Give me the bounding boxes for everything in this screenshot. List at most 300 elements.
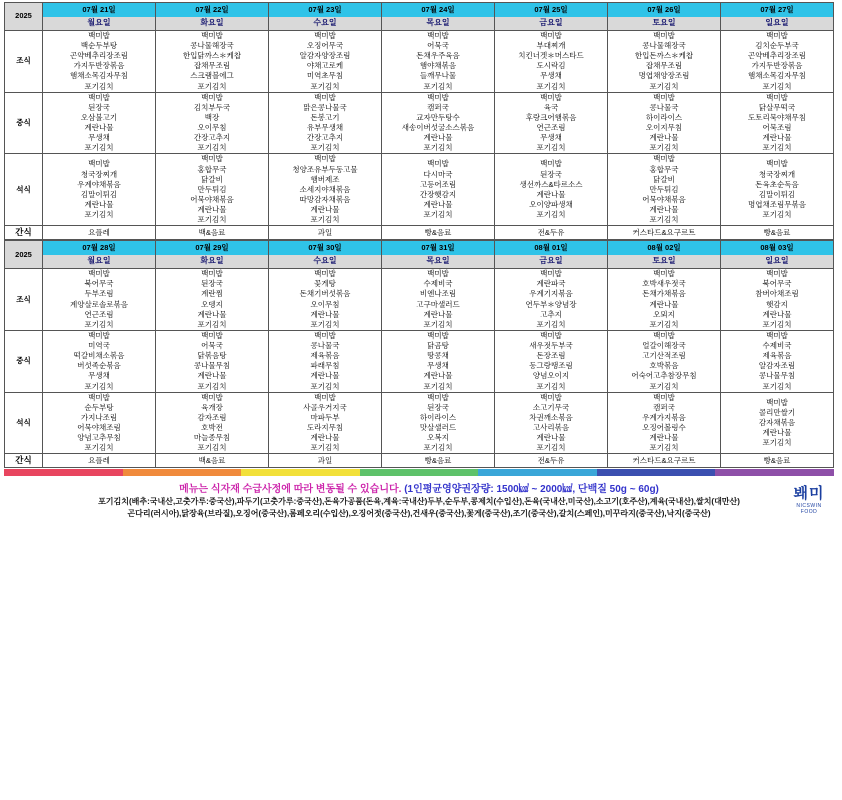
origin-line-1: 포기김치(배추:국내산,고춧가루:중국산),파두기(고춧가루:중국산),돈육가공품(돈육,계육:국내산)두부,순두부,콩제치(수입산),돈육(국내산,미국산),소고기(호주산),계육(국내산),쌀치(대만산) (98, 497, 740, 507)
menu-cell-b0 (43, 30, 156, 92)
menu-item: 만두튀김 (649, 184, 679, 194)
menu-item: 연두부＊양념장 (525, 299, 577, 309)
menu-cell-l6 (721, 92, 834, 154)
day2-dow-5: 토요일 (608, 255, 720, 268)
menu-item: 백미밥 (540, 159, 562, 169)
menu-item: 도토리묵야채무침 (748, 112, 806, 122)
company-logo (788, 482, 830, 515)
menu-item: 포기김치 (84, 210, 114, 220)
menu-change-notice (4, 478, 834, 496)
menu-item: 간장고추지 (306, 133, 344, 143)
menu-item: 가지나조림 (80, 412, 118, 422)
menu-item: 오이무침 (310, 299, 340, 309)
weekly-menu-table-week1 (4, 2, 834, 240)
menu-item: 포기김치 (762, 319, 792, 329)
menu-item: 오뫼지 (653, 309, 675, 319)
menu-item: 육개장 (201, 402, 223, 412)
menu-item: 백미밥 (201, 269, 223, 279)
menu-cell-d2 (269, 154, 382, 226)
menu-item: 한입닭까스＊케찹 (182, 51, 242, 61)
menu-item: 명엽채조림무볶음 (748, 199, 806, 209)
menu-cell-l2-5 (608, 330, 721, 392)
menu-item: 백미밥 (88, 30, 110, 40)
menu-item: 명엽채양장조림 (638, 71, 690, 81)
menu-item: 계란나물 (310, 433, 340, 443)
menu-item: 포기김치 (84, 381, 114, 391)
menu-item: 닭볶음탕 (197, 351, 227, 361)
menu-cell-l2-2 (269, 330, 382, 392)
meal-label-dinner-2: 석식 (5, 392, 43, 454)
menu-item: 미역국 (88, 341, 110, 351)
menu-item: 포기김치 (197, 143, 227, 153)
day2-header-6 (721, 241, 834, 269)
week1-snack-row (5, 226, 834, 240)
menu-cell-b1 (156, 30, 269, 92)
menu-item: 백미밥 (766, 269, 788, 279)
menu-item: 잡채무조림 (193, 61, 231, 71)
menu-item: 포기김치 (762, 381, 792, 391)
menu-cell-l5 (608, 92, 721, 154)
menu-item: 백미밥 (314, 92, 336, 102)
snack-cell-6: 빵&음료 (721, 226, 834, 240)
menu-item: 미역초무침 (306, 71, 344, 81)
origin-line-2: 곤다리(러시아),닭장육(브라질),오징어(중국산),롬페오리(수입산),오징어젓(중국산),건새우(중국산),꽃게(중국산),조기(중국산),갈치(스페인),미꾸라지(중국산),낙지(중국산) (127, 509, 711, 519)
week1-lunch-row (5, 92, 834, 154)
menu-item: 포기김치 (536, 319, 566, 329)
menu-item: 홍합무국 (197, 164, 227, 174)
menu-item: 포기김치 (536, 81, 566, 91)
menu-item: 계양살로솔로볶음 (70, 299, 128, 309)
menu-item: 닭곰탕 (427, 341, 449, 351)
menu-cell-b2-4 (495, 269, 608, 331)
menu-item: 하이라이스 (419, 412, 457, 422)
menu-item: 만두튀김 (197, 184, 227, 194)
color-divider-bar (4, 469, 834, 476)
divider-segment-orange (123, 469, 242, 476)
menu-item: 포기김치 (197, 319, 227, 329)
menu-item: 포기김치 (536, 381, 566, 391)
menu-item: 된장국 (540, 169, 562, 179)
menu-cell-b2-3 (382, 269, 495, 331)
menu-item: 소세지야채볶음 (299, 184, 351, 194)
menu-item: 포기김치 (84, 81, 114, 91)
menu-item: 잡채무조림 (645, 61, 683, 71)
menu-cell-l2-6 (721, 330, 834, 392)
menu-item: 돈채가채볶음 (642, 289, 686, 299)
menu-item: 동그랑땡조림 (529, 361, 573, 371)
day2-dow-4: 금요일 (495, 255, 607, 268)
weekly-menu-table-week2 (4, 240, 834, 468)
menu-item: 새우젓두부국 (529, 341, 573, 351)
menu-item: 마파두부 (310, 412, 340, 422)
day-dow-4: 금요일 (495, 17, 607, 30)
snack2-cell-6: 빵&음료 (721, 454, 834, 468)
menu-cell-b3 (382, 30, 495, 92)
menu-item: 홍합무국 (649, 164, 679, 174)
menu-cell-d5 (608, 154, 721, 226)
menu-item: 돈봉고기 (310, 112, 340, 122)
menu-item: 백미밥 (427, 330, 449, 340)
menu-item: 된장국 (427, 402, 449, 412)
week2-header-row (5, 241, 834, 269)
menu-cell-d2-0 (43, 392, 156, 454)
menu-item: 호박볶음 (649, 361, 679, 371)
day2-date-5: 08월 02일 (647, 243, 681, 253)
menu-item: 오이양파생채 (529, 199, 573, 209)
menu-item: 포기김치 (649, 81, 679, 91)
day-header-0 (43, 3, 156, 31)
day2-date-1: 07월 29일 (195, 243, 229, 253)
meal-label-breakfast-2: 조식 (5, 269, 43, 331)
day2-header-3 (382, 241, 495, 269)
menu-item: 포기김치 (762, 438, 792, 448)
week2-snack-row (5, 454, 834, 468)
menu-item: 백미밥 (427, 92, 449, 102)
menu-item: 백미밥 (540, 92, 562, 102)
menu-item: 포기김치 (536, 210, 566, 220)
menu-item: 백장 (204, 112, 220, 122)
menu-cell-b4 (495, 30, 608, 92)
menu-item: 계란나물 (423, 371, 453, 381)
menu-cell-l2 (269, 92, 382, 154)
day-date-0: 07월 21일 (82, 5, 116, 14)
day-date-2: 07월 23일 (308, 5, 342, 14)
menu-item: 백미밥 (427, 269, 449, 279)
menu-item: 돈장조림 (536, 351, 566, 361)
menu-item: 백미밥 (766, 30, 788, 40)
menu-item: 햄채소목김자무침 (748, 71, 806, 81)
meal-label-breakfast: 조식 (5, 30, 43, 92)
divider-segment-red (4, 469, 123, 476)
menu-item: 돈채기버섯볶음 (299, 289, 351, 299)
menu-item: 계란나물 (762, 309, 792, 319)
snack-cell-1: 백&음료 (156, 226, 269, 240)
menu-item: 제육볶음 (310, 351, 340, 361)
menu-item: 어묵야채볶음 (642, 194, 686, 204)
menu-item: 햄야채볶음 (419, 61, 457, 71)
menu-item: 오징어볼링수 (642, 423, 686, 433)
day2-header-4 (495, 241, 608, 269)
menu-item: 간장햇감지 (419, 189, 457, 199)
menu-item: 백미밥 (88, 392, 110, 402)
snack-cell-0: 요플레 (43, 226, 156, 240)
menu-item: 어숙어고추참장무침 (631, 371, 697, 381)
menu-item: 한입돈까스＊케찹 (634, 51, 694, 61)
menu-item: 닭갈비 (653, 174, 675, 184)
day2-date-6: 08월 03일 (760, 243, 794, 253)
menu-item: 포기김치 (84, 319, 114, 329)
menu-item: 오이지무침 (645, 123, 683, 133)
menu-item: 비엔나조림 (419, 289, 457, 299)
menu-item: 백미밥 (201, 330, 223, 340)
menu-item: 포기김치 (310, 443, 340, 453)
menu-item: 오복지 (427, 433, 449, 443)
week1-dinner-row (5, 154, 834, 226)
logo-subtext: NICSWIN FOOD (796, 503, 822, 516)
menu-item: 떡갈비채소볶음 (73, 351, 125, 361)
snack2-cell-5: 커스타드&요구르트 (608, 454, 721, 468)
menu-item: 수제비국 (423, 279, 453, 289)
menu-item: 포기김치 (536, 443, 566, 453)
menu-item: 백미밥 (201, 92, 223, 102)
menu-item: 포기김치 (423, 381, 453, 391)
menu-item: 콩나물무침 (193, 361, 231, 371)
menu-item: 들깨무나물 (419, 71, 457, 81)
divider-segment-indigo (597, 469, 716, 476)
day2-date-0: 07월 28일 (82, 243, 116, 253)
menu-cell-d0 (43, 154, 156, 226)
menu-item: 오뎅지 (201, 299, 223, 309)
menu-item: 콩나물해장국 (642, 41, 686, 51)
menu-item: 콩나물무침 (758, 371, 796, 381)
menu-item: 무생채 (88, 133, 110, 143)
menu-item: 도라지무침 (306, 423, 344, 433)
menu-item: 캠퍼국 (427, 102, 449, 112)
menu-cell-l2-4 (495, 330, 608, 392)
menu-item: 따망감자채볶음 (299, 194, 351, 204)
menu-item: 포기김치 (310, 81, 340, 91)
menu-item: 계란나물 (310, 371, 340, 381)
menu-item: 백미밥 (766, 330, 788, 340)
snack2-cell-4: 전&두유 (495, 454, 608, 468)
week2-lunch-row (5, 330, 834, 392)
divider-segment-yellow (241, 469, 360, 476)
menu-item: 백미밥 (314, 330, 336, 340)
menu-item: 백미밥 (766, 92, 788, 102)
menu-item: 백미밥 (314, 269, 336, 279)
day2-dow-3: 목요일 (382, 255, 494, 268)
day-date-5: 07월 26일 (647, 5, 681, 14)
day2-header-5 (608, 241, 721, 269)
menu-item: 연근조림 (536, 123, 566, 133)
menu-item: 포기김치 (423, 319, 453, 329)
menu-item: 어묵국 (427, 41, 449, 51)
menu-item: 닭살무떡국 (758, 102, 796, 112)
snack-cell-5: 커스타드&요구르트 (608, 226, 721, 240)
footer (4, 476, 834, 520)
day-header-4 (495, 3, 608, 31)
menu-item: 어묵국 (201, 341, 223, 351)
menu-item: 육국 (543, 102, 559, 112)
day2-dow-1: 화요일 (156, 255, 268, 268)
menu-cell-b2-0 (43, 269, 156, 331)
menu-item: 순두부탕 (84, 402, 114, 412)
snack2-cell-0: 요플레 (43, 454, 156, 468)
menu-item: 포기김치 (197, 215, 227, 225)
day2-date-4: 08월 01일 (534, 243, 568, 253)
menu-item: 두부조림 (84, 289, 114, 299)
menu-item: 생선까스&타르소스 (519, 179, 583, 189)
menu-item: 맑은콩나물국 (303, 102, 347, 112)
menu-item: 부대찌개 (536, 41, 566, 51)
menu-item: 어묵야채볶음 (190, 194, 234, 204)
menu-item: 포기김치 (649, 319, 679, 329)
menu-cell-l4 (495, 92, 608, 154)
day2-header-2 (269, 241, 382, 269)
menu-item: 고추지 (540, 309, 562, 319)
year-label-week1: 2025 (5, 3, 43, 31)
menu-cell-d2-4 (495, 392, 608, 454)
menu-item: 땅콩채 (427, 351, 449, 361)
day-dow-5: 토요일 (608, 17, 720, 30)
menu-item: 백미밥 (88, 330, 110, 340)
notice-kcal-text: (1인평균영양권장량: 1500㎉ ~ 2000㎉, 단백질 50g ~ 60g) (404, 484, 659, 496)
menu-item: 무생채 (540, 71, 562, 81)
menu-item: 호박전 (201, 423, 223, 433)
meal-label-dinner: 석식 (5, 154, 43, 226)
menu-item: 돈채우주육음 (416, 51, 460, 61)
menu-item: 백미밥 (427, 159, 449, 169)
menu-item: 소고기무국 (532, 402, 570, 412)
menu-item: 곤약베추리장조림 (748, 51, 806, 61)
menu-item: 도시락김 (536, 61, 566, 71)
logo-mark: 봬미 (793, 485, 825, 503)
menu-item: 고구마샐러드 (416, 299, 460, 309)
day-header-5 (608, 3, 721, 31)
menu-item: 계란나물 (762, 428, 792, 438)
menu-item: 백미밥 (540, 269, 562, 279)
snack-cell-3: 빵&음료 (382, 226, 495, 240)
menu-cell-b2-2 (269, 269, 382, 331)
menu-item: 콩나물해장국 (190, 41, 234, 51)
menu-item: 사골우거지국 (303, 402, 347, 412)
day-dow-1: 화요일 (156, 17, 268, 30)
menu-item: 백미밥 (766, 397, 788, 407)
day2-date-3: 07월 31일 (421, 243, 455, 253)
menu-item: 계란나물 (649, 205, 679, 215)
menu-item: 가지두반장볶음 (73, 61, 125, 71)
menu-cell-d1 (156, 154, 269, 226)
menu-item: 백미밥 (201, 30, 223, 40)
day-dow-0: 월요일 (43, 17, 155, 30)
menu-item: 김말이튀김 (758, 189, 796, 199)
menu-item: 포기김치 (649, 215, 679, 225)
menu-item: 포기김치 (423, 210, 453, 220)
menu-cell-d4 (495, 154, 608, 226)
menu-item: 참버아채조림 (755, 289, 799, 299)
week2-dinner-row (5, 392, 834, 454)
year-label-week2: 2025 (5, 241, 43, 269)
menu-cell-d2-3 (382, 392, 495, 454)
menu-item: 계란나물 (310, 309, 340, 319)
menu-cell-d2-5 (608, 392, 721, 454)
menu-item: 계란나물 (423, 309, 453, 319)
menu-item: 고기산적조림 (642, 351, 686, 361)
menu-item: 무생채 (540, 133, 562, 143)
menu-item: 우계기지볶음 (529, 289, 573, 299)
menu-item: 포기김치 (423, 81, 453, 91)
snack2-cell-1: 백&음료 (156, 454, 269, 468)
menu-item: 백미밥 (653, 392, 675, 402)
menu-item: 청양조유부두동고물 (292, 164, 358, 174)
menu-item: 후랑크어햄볶음 (525, 112, 577, 122)
menu-item: 파래무침 (310, 361, 340, 371)
menu-item: 백미밥 (653, 92, 675, 102)
notice-text: 메뉴는 식자재 수급사정에 따라 변동될 수 있습니다. (179, 484, 402, 496)
menu-item: 오징어무국 (306, 41, 344, 51)
menu-cell-b2 (269, 30, 382, 92)
menu-item: 콩나물국 (649, 102, 679, 112)
menu-item: 백미밥 (314, 30, 336, 40)
menu-item: 연근조림 (84, 309, 114, 319)
menu-item: 백미밥 (653, 154, 675, 164)
menu-item: 포기김치 (536, 143, 566, 153)
menu-item: 백미밥 (540, 330, 562, 340)
menu-item: 야채고로케 (306, 61, 344, 71)
menu-item: 포기김치 (197, 443, 227, 453)
menu-item: 유부무생채 (306, 123, 344, 133)
menu-item: 백미밥 (427, 392, 449, 402)
menu-item: 포기김치 (649, 143, 679, 153)
menu-item: 된장국 (201, 279, 223, 289)
menu-item: 얼갈이해장국 (642, 341, 686, 351)
menu-item: 제육볶음 (762, 351, 792, 361)
menu-item: 백미밥 (766, 159, 788, 169)
menu-item: 감자조림 (197, 412, 227, 422)
day-dow-3: 목요일 (382, 17, 494, 30)
menu-item: 맛살샐러드 (419, 423, 457, 433)
menu-item: 계란나물 (536, 433, 566, 443)
menu-item: 김치순두부국 (755, 41, 799, 51)
menu-item: 차권깨소볶음 (529, 412, 573, 422)
menu-item: 계란찜 (201, 289, 223, 299)
menu-cell-l2-3 (382, 330, 495, 392)
menu-item: 포기김치 (423, 143, 453, 153)
day2-dow-2: 수요일 (269, 255, 381, 268)
day-header-1 (156, 3, 269, 31)
menu-item: 가지두반장볶음 (751, 61, 803, 71)
menu-item: 김치부두국 (193, 102, 231, 112)
menu-item: 계란나물 (84, 199, 114, 209)
meal-label-lunch: 중식 (5, 92, 43, 154)
snack2-cell-3: 빵&음료 (382, 454, 495, 468)
menu-item: 간장고추지 (193, 133, 231, 143)
week1-header-row (5, 3, 834, 31)
menu-item: 어묵야채조림 (77, 423, 121, 433)
menu-item: 포기김치 (197, 81, 227, 91)
menu-item: 김말이튀김 (80, 189, 118, 199)
day2-dow-0: 월요일 (43, 255, 155, 268)
menu-item: 계란나물 (84, 123, 114, 133)
snack2-cell-2: 과일 (269, 454, 382, 468)
menu-item: 백미밥 (540, 392, 562, 402)
meal-label-snack: 간식 (5, 226, 43, 240)
menu-item: 고등어조림 (419, 179, 457, 189)
menu-item: 계란나물 (649, 433, 679, 443)
day-dow-6: 일요일 (721, 17, 833, 30)
day2-header-0 (43, 241, 156, 269)
day-dow-2: 수요일 (269, 17, 381, 30)
divider-segment-blue (478, 469, 597, 476)
menu-item: 포기김치 (84, 443, 114, 453)
menu-cell-b2-5 (608, 269, 721, 331)
menu-item: 포기김치 (649, 443, 679, 453)
menu-item: 마늘종무침 (193, 433, 231, 443)
day-header-2 (269, 3, 382, 31)
snack-cell-4: 전&두유 (495, 226, 608, 240)
menu-item: 곤약베추리장조림 (70, 51, 128, 61)
menu-item: 계란나물 (197, 309, 227, 319)
menu-item: 북어무국 (762, 279, 792, 289)
menu-item: 계란나물 (310, 205, 340, 215)
menu-cell-b2-6 (721, 269, 834, 331)
menu-item: 청국장찌개 (80, 169, 118, 179)
week1-breakfast-row (5, 30, 834, 92)
day-header-3 (382, 3, 495, 31)
day-date-4: 07월 25일 (534, 5, 568, 14)
menu-item: 계란나물 (197, 205, 227, 215)
menu-item: 꽃게탕 (314, 279, 336, 289)
